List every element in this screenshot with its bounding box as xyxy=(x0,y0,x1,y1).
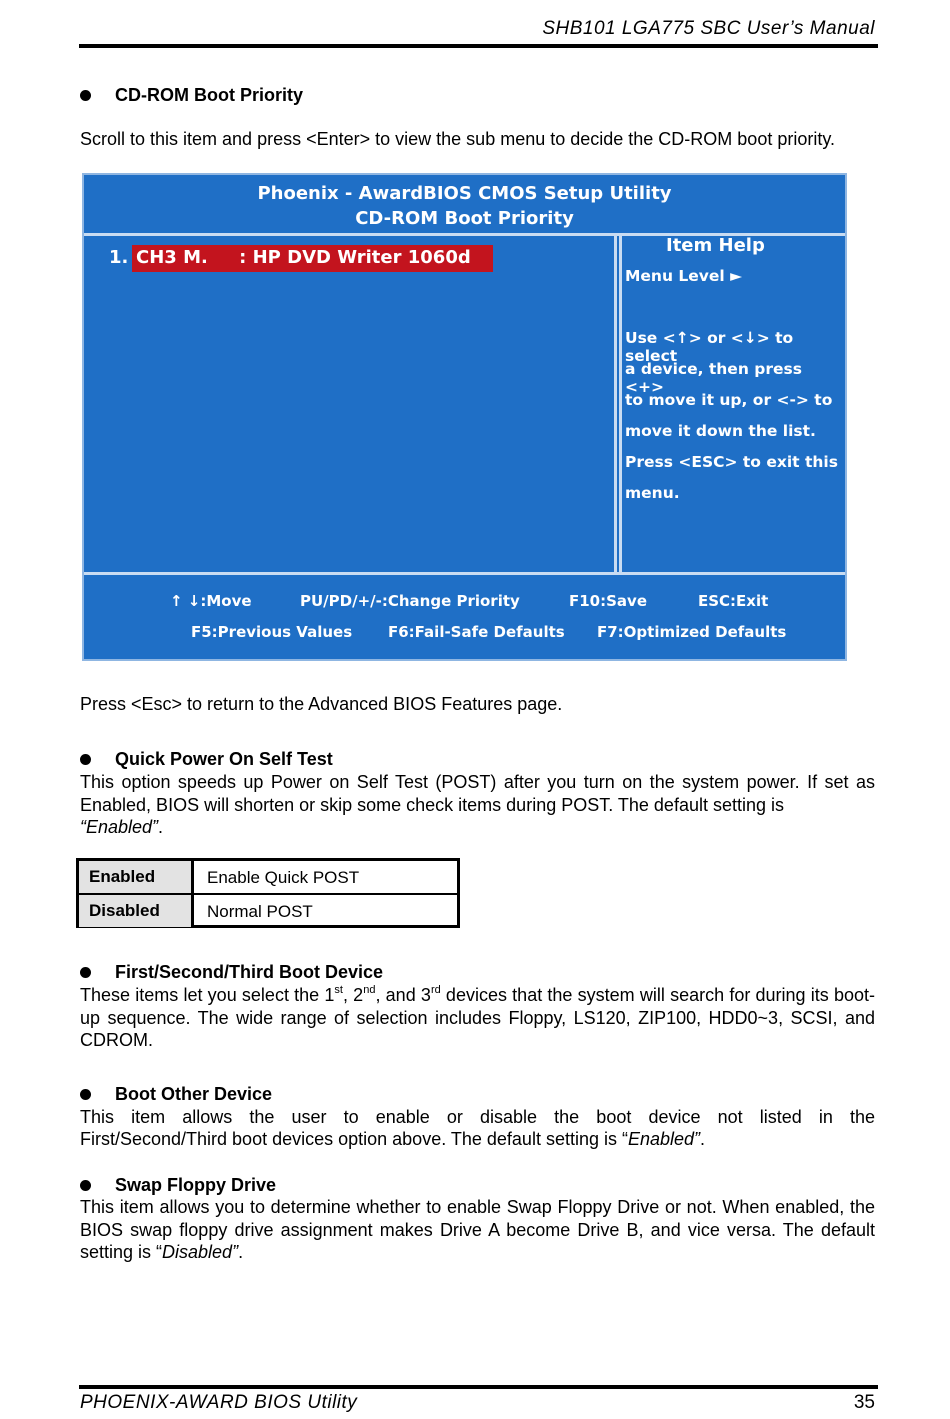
bios-key-move: ↑ ↓:Move xyxy=(170,592,252,610)
default-value: “Enabled” xyxy=(80,817,159,837)
bios-key-save: F10:Save xyxy=(569,592,647,610)
bios-help-line: Press <ESC> to exit this xyxy=(625,453,838,471)
bios-help-line: menu. xyxy=(625,484,680,502)
bios-title: Phoenix - AwardBIOS CMOS Setup Utility xyxy=(257,183,672,204)
bullet-icon xyxy=(80,967,91,978)
running-header: SHB101 LGA775 SBC User’s Manual xyxy=(542,18,875,39)
bios-footer-divider xyxy=(84,572,845,575)
option-description: Normal POST xyxy=(207,902,313,921)
bios-help-title: Item Help xyxy=(666,235,765,256)
default-value: Enabled” xyxy=(627,1129,701,1149)
boot-device-description: These items let you select the 1st, 2nd, and 3rd devices that the system will search for during its boot-up sequence. The wide range of selection includes Floppy, LS120, ZIP100, HDD0~3, SCSI, and CDROM. xyxy=(80,984,876,1050)
section-title-boot-other: Boot Other Device xyxy=(115,1084,273,1104)
section-title-quick-post: Quick Power On Self Test xyxy=(115,749,333,769)
bios-column-divider xyxy=(619,235,622,572)
running-footer: PHOENIX-AWARD BIOS Utility xyxy=(80,1392,358,1413)
cdrom-description: Scroll to this item and press <Enter> to view the sub menu to decide the CD-ROM boot priority. xyxy=(80,129,836,149)
bios-column-divider xyxy=(614,235,617,572)
option-name: Enabled xyxy=(79,861,194,893)
bullet-icon xyxy=(80,754,91,765)
bios-key-optimized: F7:Optimized Defaults xyxy=(597,623,787,641)
bios-key-failsafe: F6:Fail-Safe Defaults xyxy=(388,623,565,641)
bios-subtitle: CD-ROM Boot Priority xyxy=(355,208,574,229)
default-value: Disabled” xyxy=(162,1242,239,1262)
bios-screenshot xyxy=(82,173,847,661)
bullet-icon xyxy=(80,90,91,101)
bios-help-line: to move it up, or <-> to xyxy=(625,391,833,409)
page-number: 35 xyxy=(853,1392,875,1413)
boot-other-line1: This item allows the user to enable or disable the boot device not listed in the xyxy=(80,1107,875,1127)
option-table xyxy=(76,858,460,928)
section-title-swap-floppy: Swap Floppy Drive xyxy=(115,1175,277,1195)
bios-menu-level: Menu Level ► xyxy=(625,267,743,285)
bios-entry-number: 1. xyxy=(109,247,129,268)
bios-key-change: PU/PD/+/-:Change Priority xyxy=(300,592,520,610)
bios-help-line: Use <↑> or <↓> to select xyxy=(625,329,794,365)
table-row xyxy=(79,895,457,927)
esc-note: Press <Esc> to return to the Advanced BIOS Features page. xyxy=(80,694,563,714)
swap-floppy-description: This item allows you to determine whether to enable Swap Floppy Drive or not. When enabled, the BIOS swap floppy drive assignment makes Drive A become Drive B, and vice versa. The default setting is “Disabled”. xyxy=(80,1197,875,1262)
boot-other-line2: First/Second/Third boot devices option above. The default setting is “Enabled”. xyxy=(80,1129,706,1149)
section-title-boot-device: First/Second/Third Boot Device xyxy=(115,962,384,982)
quick-post-description: This option speeds up Power on Self Test (POST) after you turn on the system power. If set as Enabled, BIOS will shorten or skip some check items during POST. The default setting is “Enabled”. xyxy=(80,772,875,837)
bios-key-exit: ESC:Exit xyxy=(698,592,769,610)
bios-key-previous: F5:Previous Values xyxy=(191,623,353,641)
bullet-icon xyxy=(80,1089,91,1100)
header-rule xyxy=(79,44,878,48)
footer-rule xyxy=(79,1385,878,1389)
bios-entry-label: CH3 M. : HP DVD Writer 1060d xyxy=(136,247,471,268)
bullet-icon xyxy=(80,1180,91,1191)
option-description: Enable Quick POST xyxy=(207,868,360,887)
option-name: Disabled xyxy=(79,895,194,927)
table-row xyxy=(79,861,457,893)
section-title-cdrom: CD-ROM Boot Priority xyxy=(115,85,303,105)
bios-help-line: move it down the list. xyxy=(625,422,816,440)
bios-help-line: a device, then press <+> xyxy=(625,360,802,396)
